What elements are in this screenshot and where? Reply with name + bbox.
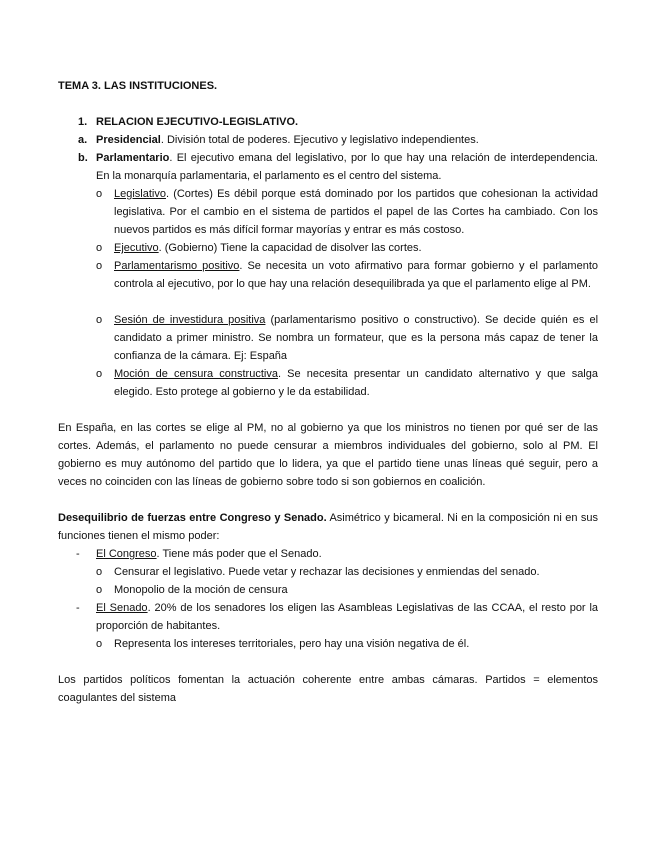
sub-item-term: Sesión de investidura positiva [114, 314, 266, 326]
paragraph-closing: Los partidos políticos fomentan la actuación coherente entre ambas cámaras. Partidos = elementos coagulantes del sistema [58, 674, 598, 704]
sub-item-term: Ejecutivo [114, 242, 159, 254]
paragraph-desequilibrio [58, 509, 598, 545]
desequilibrio-title: Desequilibrio de fuerzas entre Congreso y Senado. [58, 512, 327, 524]
item-b-marker: b. [78, 152, 88, 164]
sub-item-marker: o [96, 566, 103, 578]
item-parlamentario-text: . El ejecutivo emana del legislativo, por lo que hay una relación de interdependencia. En la monarquía parlamentaria, el parlamento es el centro del sistema. [96, 152, 598, 182]
document-title: TEMA 3. LAS INSTITUCIONES. [58, 80, 218, 92]
item-parlamentario-term: Parlamentario [96, 152, 170, 164]
sub-item-text: . Se necesita presentar un candidato alternativo y que salga elegido. Esto protege al gobierno y le da estabilidad. [114, 368, 598, 398]
chamber-term: El Congreso [96, 548, 157, 560]
dash-marker: - [76, 548, 80, 560]
sub-item-term: Moción de censura constructiva [114, 368, 278, 380]
sub-item-marker: o [96, 638, 103, 650]
sub-item-ejecutivo [114, 239, 598, 257]
sub-item-term: Legislativo [114, 188, 166, 200]
sub-item-mocion-censura [114, 365, 598, 401]
sub-item-sesion-investidura [114, 311, 598, 365]
item-presidencial-text: . División total de poderes. Ejecutivo y legislativo independientes. [160, 134, 479, 146]
sub-item-marker: o [96, 314, 103, 326]
sub-item-marker: o [96, 188, 103, 200]
senado-sub-item: Representa los intereses territoriales, pero hay una visión negativa de él. [114, 638, 470, 650]
item-parlamentario [96, 149, 598, 185]
sub-item-text: . (Gobierno) Tiene la capacidad de disolver las cortes. [158, 242, 422, 254]
congreso-sub-item: Monopolio de la moción de censura [114, 584, 288, 596]
sub-item-marker: o [96, 368, 103, 380]
section-title: RELACION EJECUTIVO-LEGISLATIVO. [96, 116, 299, 128]
dash-marker: - [76, 602, 80, 614]
sub-item-marker: o [96, 242, 103, 254]
sub-item-marker: o [96, 584, 103, 596]
congreso-sub-item: Censurar el legislativo. Puede vetar y rechazar las decisiones y enmiendas del senado. [114, 566, 540, 578]
chamber-congreso [96, 545, 598, 563]
desequilibrio-text: Asimétrico y bicameral. Ni en la composición ni en sus funciones tienen el mismo poder: [58, 512, 598, 542]
chamber-term: El Senado [96, 602, 148, 614]
sub-item-marker: o [96, 260, 103, 272]
sub-item-term: Parlamentarismo positivo [114, 260, 240, 272]
sub-item-text: . Se necesita un voto afirmativo para formar gobierno y el parlamento controla al ejecutivo, por lo que hay una relación desequilibrada ya que el parlamento elige al PM. [114, 260, 598, 290]
section-number: 1. [78, 116, 88, 128]
chamber-senado [96, 599, 598, 635]
item-presidencial [96, 131, 598, 149]
sub-item-parlamentarismo-positivo [114, 257, 598, 293]
item-presidencial-term: Presidencial [96, 134, 161, 146]
paragraph-espana: En España, en las cortes se elige al PM, no al gobierno ya que los ministros no tienen por qué ser de las cortes. Además, el parlamento no puede censurar a miembros individuales del gobierno, solo al PM. El gobierno es muy autónomo del partido que lo lidera, ya que el partido tiene unas líneas qué seguir, pero a veces no coinciden con las líneas de gobierno sobre todo si son gobiernos en coalición. [58, 422, 598, 488]
sub-item-text: . (Cortes) Es débil porque está dominado por los partidos que cohesionan la actividad legislativa. Por el cambio en el sistema de partidos el papel de las Cortes ha cambiado. Con los nuevos partidos es más difícil formar mayorías y entrar es más costoso. [114, 188, 598, 236]
chamber-text: . Tiene más poder que el Senado. [156, 548, 322, 560]
chamber-text: . 20% de los senadores los eligen las Asambleas Legislativas de las CCAA, el resto por la proporción de habitantes. [96, 602, 599, 632]
sub-item-text: (parlamentarismo positivo o constructivo). Se decide quién es el candidato a primer ministro. Se nombra un formateur, que es la persona más capaz de tener la confianza de la cámara. Ej: España [114, 314, 599, 362]
item-a-marker: a. [78, 134, 88, 146]
sub-item-legislativo [114, 185, 598, 239]
